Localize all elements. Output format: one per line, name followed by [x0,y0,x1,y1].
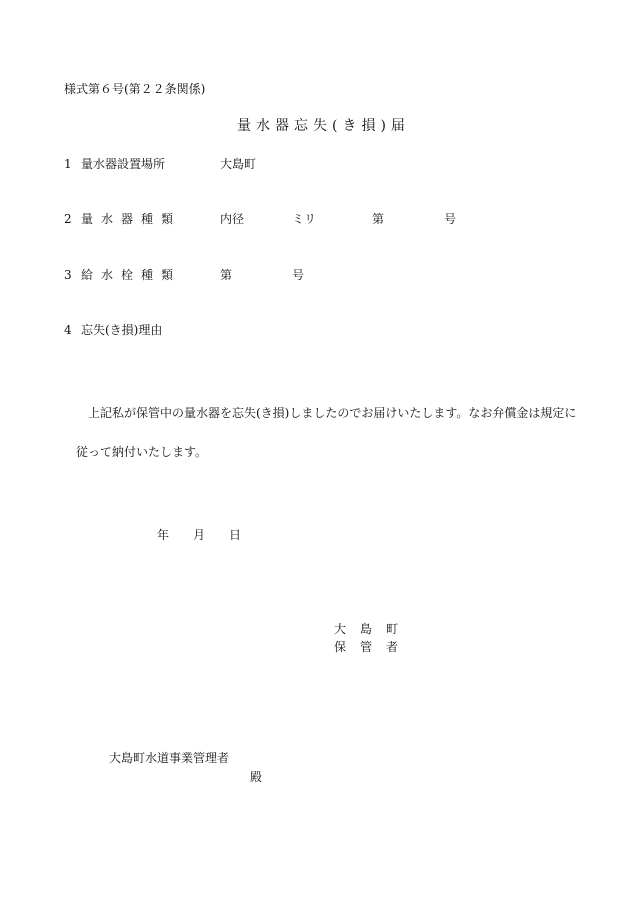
date-day-label: 日 [229,528,242,542]
body-text-line-1: 上記私が保管中の量水器を忘失(き損)しましたのでお届けいたします。なお弁償金は規定に [88,406,577,420]
date-year-label: 年 [157,528,170,542]
item-2-mm-label: ミリ [292,212,317,226]
item-1-label: 量水器設置場所 [81,157,166,171]
body-text-line-2: 従って納付いたします。 [76,445,208,459]
form-number: 様式第６号(第２２条関係) [64,82,206,96]
item-4-number: 4 [64,323,72,337]
document-title: 量水器忘失(き損)届 [237,118,410,134]
item-2-label: 量水器種類 [81,212,182,226]
item-3-label: 給水栓種類 [81,268,182,282]
item-2-go-label: 号 [444,212,457,226]
item-2-diameter-label: 内径 [220,212,245,226]
holder-town: 大島町 [334,622,413,636]
honorific: 殿 [250,770,263,784]
item-1-value: 大島町 [220,157,257,171]
item-3-number: 3 [64,268,72,282]
item-3-no-label: 第 [220,268,233,282]
item-2-no-label: 第 [372,212,385,226]
addressee: 大島町水道事業管理者 [109,751,230,765]
date-month-label: 月 [193,528,206,542]
item-2-number: 2 [64,212,72,226]
item-1-number: 1 [64,157,72,171]
item-3-go-label: 号 [292,268,305,282]
item-4-label: 忘失(き損)理由 [81,323,163,337]
holder-role: 保管者 [334,640,413,654]
